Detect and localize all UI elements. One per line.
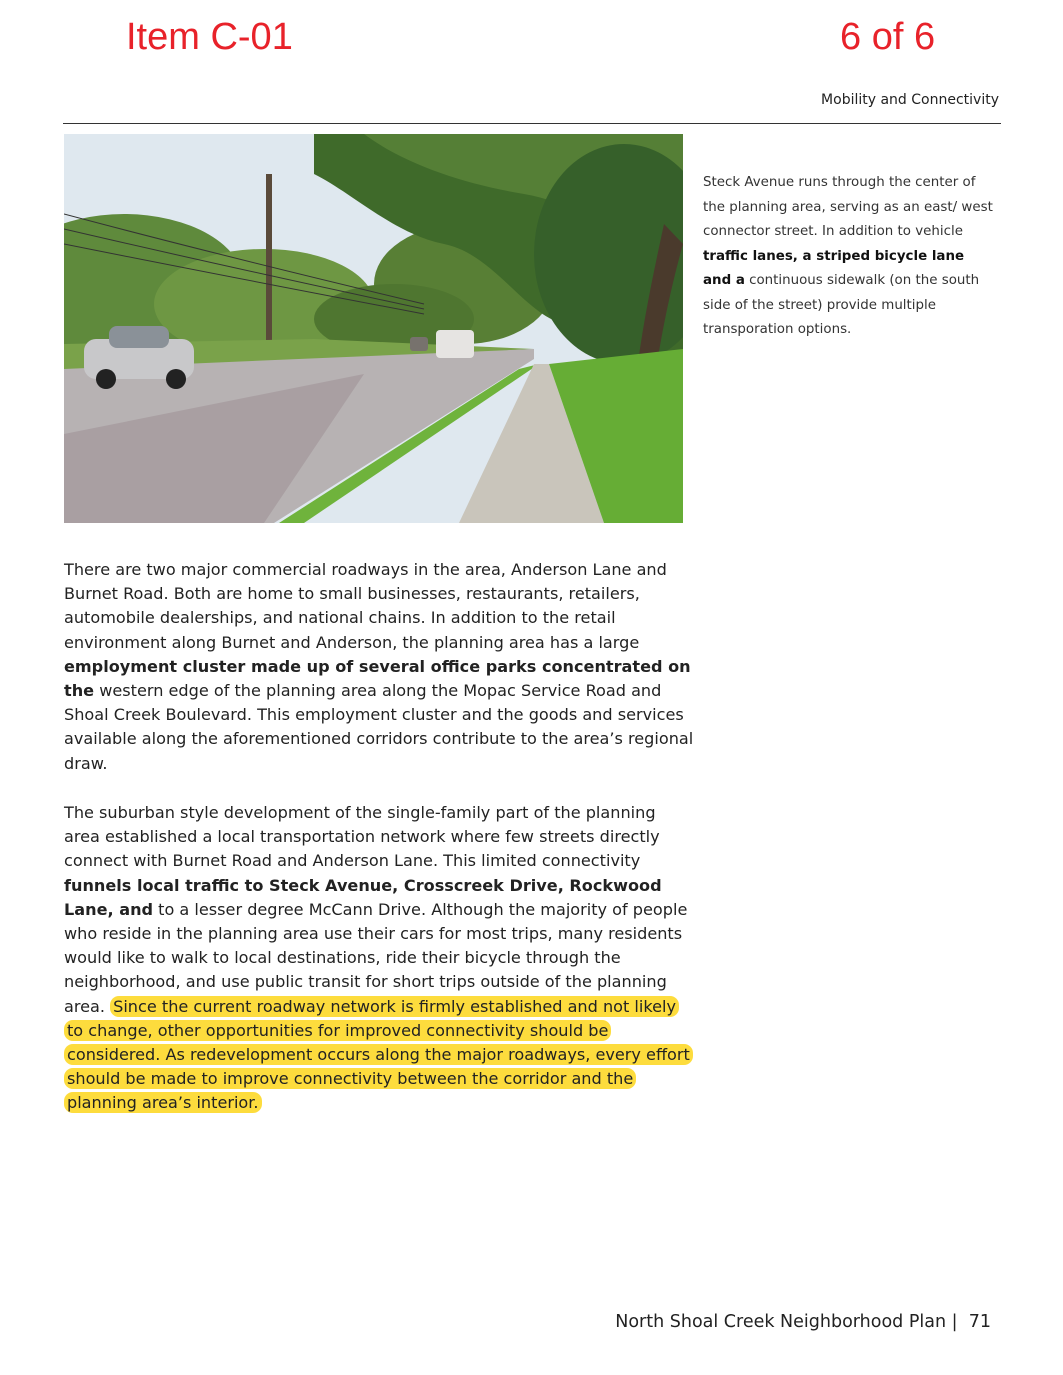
caption-bold-text: traffic lanes, a striped bicycle lane and a xyxy=(703,248,965,288)
highlighted-text: Since the current roadway network is firmly established and not likely to change, other opportunities for improved connectivity should be considered. As redevelopment occurs along the major roadways, every effort should be made to improve connectivity between the corridor and the planning area’s interior. xyxy=(64,996,693,1114)
item-stamp: Item C-01 xyxy=(126,16,293,58)
footer-title: North Shoal Creek Neighborhood Plan xyxy=(615,1312,947,1332)
street-photo xyxy=(64,134,683,523)
page-count-stamp: 6 of 6 xyxy=(840,16,936,58)
para1-text-1: There are two major commercial roadways in the area, Anderson Lane and Burnet Road. Both are home to small businesses, restaurants, retailers, automobile dealerships, and national chains. In addition to the retail environment along Burnet and Anderson, the planning area has a large xyxy=(64,560,667,652)
body-paragraph-2 xyxy=(64,801,694,1116)
photo-caption xyxy=(703,171,993,343)
para2-text-1: The suburban style development of the single-family part of the planning area established a local transportation network where few streets directly connect with Burnet Road and Anderson Lane. This limited connectivity xyxy=(64,803,660,871)
section-title: Mobility and Connectivity xyxy=(821,92,999,108)
caption-text-1: Steck Avenue runs through the center of the planning area, serving as an east/ west connector street. In addition to vehicle xyxy=(703,175,993,239)
page-number: 71 xyxy=(968,1312,991,1332)
body-paragraph-1 xyxy=(64,558,694,776)
para1-bold-text: employment cluster made up of several office parks concentrated on the xyxy=(64,656,691,701)
para2-text-2: to a lesser degree McCann Drive. Although the majority of people who reside in the planning area use their cars for most trips, many residents would like to walk to local destinations, ride their bicycle through the neighborhood, and use public transit for short trips outside of the planning area. xyxy=(64,899,688,1016)
footer-separator: | xyxy=(951,1312,958,1332)
para1-text-2: western edge of the planning area along the Mopac Service Road and Shoal Creek Boulevard. This employment cluster and the goods and services available along the aforementioned corridors contribute to the area’s regional draw. xyxy=(64,681,694,773)
caption-text-2: continuous sidewalk (on the south side of the street) provide multiple transporation options. xyxy=(703,273,980,337)
header-divider xyxy=(63,123,1001,124)
para2-bold-text: funnels local traffic to Steck Avenue, Crosscreek Drive, Rockwood Lane, and xyxy=(64,875,662,919)
page-footer xyxy=(615,1312,991,1332)
street-photo-illustration xyxy=(64,134,683,523)
